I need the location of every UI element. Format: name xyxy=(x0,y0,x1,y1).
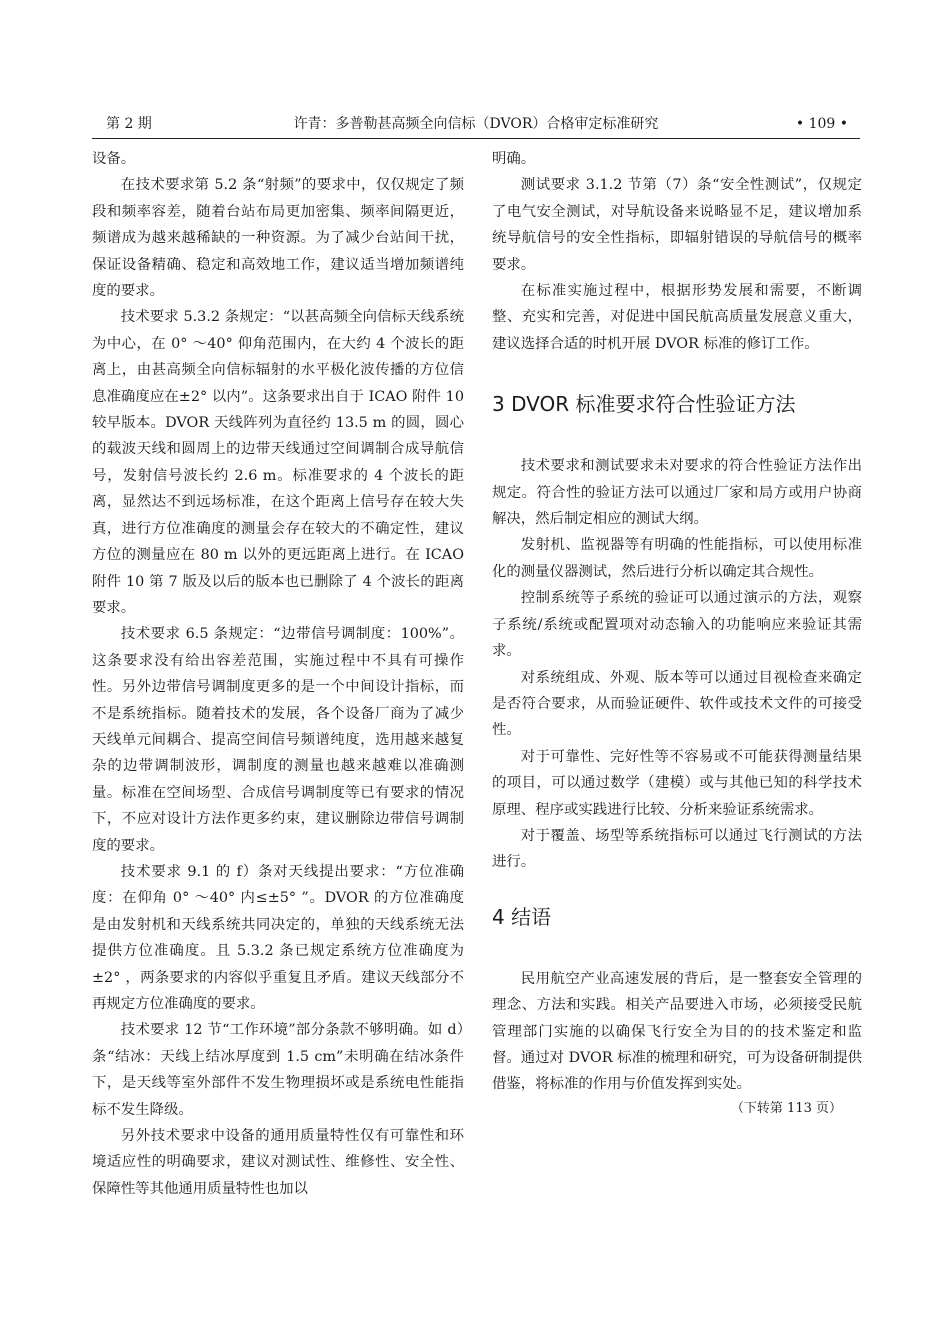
running-title: 许青：多普勒甚高频全向信标（DVOR）合格审定标准研究 xyxy=(293,116,659,132)
page-number: • 109 • xyxy=(795,116,848,132)
paragraph: 控制系统等子系统的验证可以通过演示的方法，观察子系统/系统或配置项对动态输入的功能响应来验证其需求。 xyxy=(492,590,862,660)
running-header xyxy=(92,112,860,136)
paragraph: 技术要求 6.5 条规定：“边带信号调制度：100%”。这条要求没有给出容差范围，实施过程中不具有可操作性。另外边带信号调制度更多的是一个中间设计指标，而不是系统指标。随着技术的发展，各个设备厂商为了减少天线单元间耦合、提高空间信号频谱纯度，选用越来越复杂的边带调制波形，调制度的测量也越来越难以准确测量。标准在空间场型、合成信号调制度等已有要求的情况下，不应对设计方法作更多约束，建议删除边带信号调制度的要求。 xyxy=(92,626,464,854)
paragraph: 对于覆盖、场型等系统指标可以通过飞行测试的方法进行。 xyxy=(492,827,862,871)
paragraph: 技术要求 5.3.2 条规定：“以甚高频全向信标天线系统为中心，在 0° ～40° 仰角范围内，在大约 4 个波长的距离上，由甚高频全向信标辐射的水平极化波传播的方位信息准确度应在±2° 以内”。这条要求出自于 ICAO 附件 10 较早版本。DVOR 天线阵列为直径约 13.5 m 的圆，圆心的载波天线和圆周上的边带天线通过空间调制合成导航信号，发射信号波长约 2.6 m。标准要求的 4 个波长的距离，显然达不到远场标准，在这个距离上信号存在较大失真，进行方位准确度的测量会存在较大的不确定性，建议方位的测量应在 80 m 以外的更远距离上进行。在 ICAO 附件 10 第 7 版及以后的版本也已删除了 4 个波长的距离要求。 xyxy=(92,309,464,616)
header-rule xyxy=(92,138,860,139)
paragraph: 在标准实施过程中，根据形势发展和需要，不断调整、充实和完善，对促进中国民航高质量发展意义重大，建议选择合适的时机开展 DVOR 标准的修订工作。 xyxy=(492,283,862,352)
paragraph: 明确。 xyxy=(492,151,536,167)
continued-note: （下转第 113 页） xyxy=(730,1100,842,1116)
paragraph: 设备。 xyxy=(92,151,136,167)
section-4-title: 4 结语 xyxy=(492,904,552,929)
paragraph: 在技术要求第 5.2 条“射频”的要求中，仅仅规定了频段和频率容差，随着台站布局更加密集、频率间隔更近，频谱成为越来越稀缺的一种资源。为了减少台站间干扰，保证设备精确、稳定和高效地工作，建议适当增加频谱纯度的要求。 xyxy=(92,177,464,300)
section-3-title: 3 DVOR 标准要求符合性验证方法 xyxy=(492,392,796,417)
paragraph: 民用航空产业高速发展的背后，是一整套安全管理的理念、方法和实践。相关产品要进入市场，必须接受民航管理部门实施的以确保飞行安全为目的的技术鉴定和监督。通过对 DVOR 标准的梳理和研究，可为设备研制提供借鉴，将标准的作用与价值发挥到实处。 xyxy=(492,970,862,1093)
paragraph: 另外技术要求中设备的通用质量特性仅有可靠性和环境适应性的明确要求，建议对测试性、维修性、安全性、保障性等其他通用质量特性也加以 xyxy=(92,1128,464,1197)
paragraph: 测试要求 3.1.2 节第（7）条“安全性测试”，仅规定了电气安全测试，对导航设备来说略显不足，建议增加系统导航信号的安全性指标，即辐射错误的导航信号的概率要求。 xyxy=(492,177,862,273)
paragraph: 技术要求 9.1 的 f）条对天线提出要求：“方位准确度：在仰角 0° ～40° 内≤±5° ”。DVOR 的方位准确度是由发射机和天线系统共同决定的，单独的天线系统无法提供方位准确度。且 5.3.2 条已规定系统方位准确度为±2° ，两条要求的内容似乎重复且矛盾。建议天线部分不再规定方位准确度的要求。 xyxy=(92,863,464,1012)
paragraph: 技术要求 12 节“工作环境”部分条款不够明确。如 d）条“结冰：天线上结冰厚度到 1.5 cm”未明确在结冰条件下，是天线等室外部件不发生物理损坏或是系统电性能指标不发生降级。 xyxy=(92,1022,464,1118)
paragraph: 对系统组成、外观、版本等可以通过目视检查来确定是否符合要求，从而验证硬件、软件或技术文件的可接受性。 xyxy=(492,669,862,739)
left-column xyxy=(92,146,464,1202)
paragraph: 对于可靠性、完好性等不容易或不可能获得测量结果的项目，可以通过数学（建模）或与其他已知的科学技术原理、程序或实践进行比较、分析来验证系统需求。 xyxy=(492,748,862,818)
issue-number: 第 2 期 xyxy=(106,116,152,132)
paragraph: 发射机、监视器等有明确的性能指标，可以使用标准化的测量仪器测试，然后进行分析以确定其合规性。 xyxy=(492,537,862,580)
paragraph: 技术要求和测试要求未对要求的符合性验证方法作出规定。符合性的验证方法可以通过厂家和局方或用户协商解决，然后制定相应的测试大纲。 xyxy=(492,458,862,528)
right-column xyxy=(492,146,862,1120)
